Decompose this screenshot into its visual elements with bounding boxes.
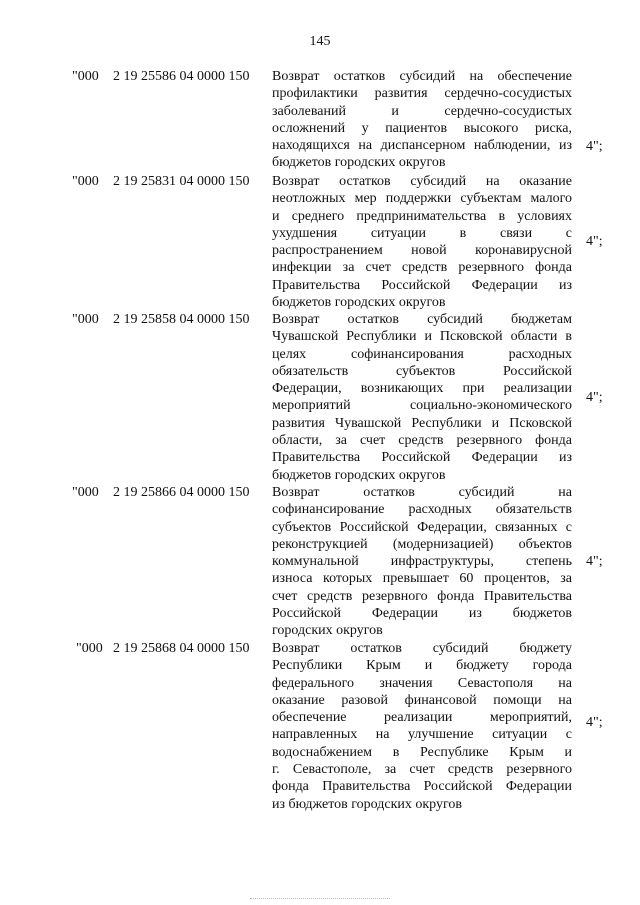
description-line: федерального значения Севастополя на (272, 675, 572, 691)
entry-description (272, 311, 572, 484)
description-line: неотложных мер поддержки субъектам малого (272, 191, 572, 207)
description-line: развития Чувашской Республики и Псковской (272, 415, 572, 431)
entry-description (272, 640, 572, 813)
description-line: Федерации, возникающих при реализации (272, 381, 572, 397)
description-line: заболеваний и сердечно-сосудистых (272, 103, 572, 119)
description-line: мероприятий социально-экономического (272, 398, 572, 414)
entry-prefix: "000 (72, 312, 99, 327)
entry-prefix: "000 (76, 641, 103, 656)
entry-prefix: "000 (72, 69, 99, 84)
description-line: Правительства Российской Федерации из (272, 277, 572, 293)
budget-entry (0, 640, 640, 813)
entry-prefix: "000 (72, 485, 99, 500)
description-line: реконструкцией (модернизацией) объектов (272, 536, 572, 552)
description-line: оказание разовой финансовой помощи на (272, 692, 572, 708)
description-line: Возврат остатков субсидий на обеспечение (272, 69, 572, 84)
entry-terminator: 4"; (586, 139, 603, 154)
page-number: 145 (309, 34, 331, 49)
budget-classification-code: 2 19 25858 04 0000 150 (113, 312, 250, 327)
description-line: Возврат остатков субсидий бюджетам (272, 312, 572, 327)
description-line: Возврат остатков субсидий на оказание (272, 174, 572, 189)
budget-classification-code: 2 19 25586 04 0000 150 (113, 69, 250, 84)
description-line: Российской Федерации из бюджетов (272, 606, 572, 622)
description-line: коммунальной инфраструктуры, степень (272, 554, 572, 570)
description-line: инфекции за счет средств резервного фонда (272, 260, 572, 276)
description-line: находящихся на диспансерном наблюдении, из (272, 138, 572, 154)
description-line: счет средств резервного фонда Правительства (272, 588, 572, 604)
description-line: износа которых превышает 60 процентов, за (272, 571, 572, 587)
description-line: Возврат остатков субсидий бюджету (272, 641, 572, 656)
description-line: бюджетов городских округов (272, 295, 446, 311)
description-line: бюджетов городских округов (272, 155, 446, 171)
entry-description (272, 68, 572, 172)
description-line: и среднего предпринимательства в условиях (272, 208, 572, 224)
entry-terminator: 4"; (586, 554, 603, 569)
description-line: софинансирование расходных обязательств (272, 502, 572, 518)
description-line: направленных на улучшение ситуации с (272, 727, 572, 743)
budget-entry (0, 68, 640, 172)
description-line: городских округов (272, 623, 383, 639)
description-line: целях софинансирования расходных (272, 346, 572, 362)
description-line: водоснабжением в Республике Крым и (272, 744, 572, 760)
description-line: области, за счет средств резервного фонда (272, 433, 572, 449)
budget-entry (0, 311, 640, 484)
description-line: фонда Правительства Российской Федерации (272, 779, 572, 795)
description-line: осложнений у пациентов высокого риска, (272, 120, 572, 136)
scan-artifact-line (250, 898, 390, 901)
budget-entry (0, 484, 640, 640)
budget-classification-code: 2 19 25868 04 0000 150 (113, 641, 250, 656)
description-line: обеспечение реализации мероприятий, (272, 710, 572, 726)
description-line: субъектов Российской Федерации, связанных с (272, 519, 572, 535)
description-line: Правительства Российской Федерации из (272, 450, 572, 466)
budget-classification-code: 2 19 25831 04 0000 150 (113, 174, 250, 189)
description-line: обязательств субъектов Российской (272, 363, 572, 379)
description-line: профилактики развития сердечно-сосудистых (272, 86, 572, 102)
description-line: из бюджетов городских округов (272, 796, 463, 812)
description-line: Чувашской Республики и Псковской области в (272, 329, 572, 345)
entry-prefix: "000 (72, 174, 99, 189)
entry-terminator: 4"; (586, 234, 603, 249)
budget-entry (0, 173, 640, 311)
entry-terminator: 4"; (586, 390, 603, 405)
entry-terminator: 4"; (586, 715, 603, 730)
description-line: ухудшения ситуации в связи с (272, 225, 572, 241)
description-line: Возврат остатков субсидий на (272, 485, 572, 500)
description-line: распространением новой коронавирусной (272, 243, 572, 259)
budget-classification-code: 2 19 25866 04 0000 150 (113, 485, 250, 500)
entry-description (272, 484, 572, 640)
description-line: г. Севастополе, за счет средств резервного (272, 762, 572, 778)
description-line: бюджетов городских округов (272, 467, 446, 483)
description-line: Республики Крым и бюджету города (272, 658, 572, 674)
entry-description (272, 173, 572, 311)
